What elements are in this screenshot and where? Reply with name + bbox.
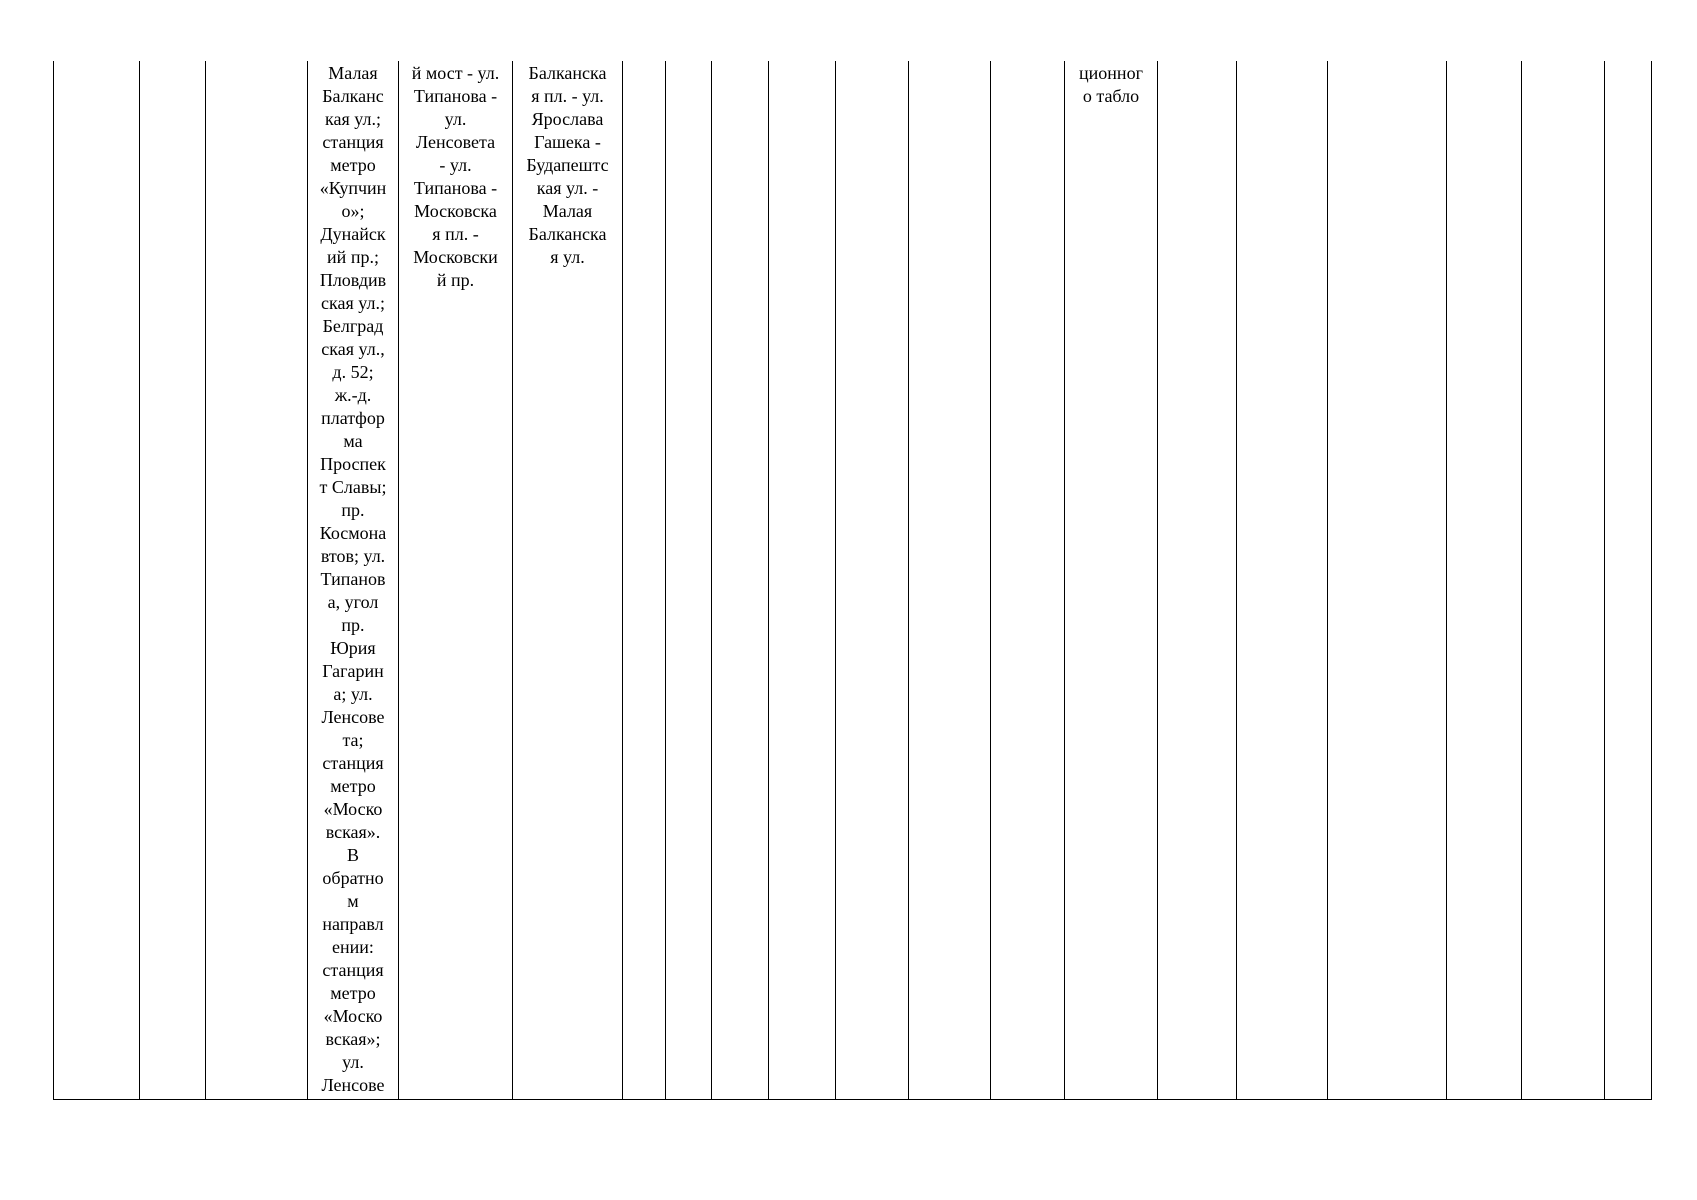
cell-text-line: Юрия [330, 638, 376, 658]
cell-text-line: Малая [542, 201, 593, 221]
table-cell-c10 [769, 61, 836, 1100]
cell-text-line: т Славы; [319, 477, 387, 497]
cell-text-line: платфор [321, 408, 385, 428]
cell-text-line: пр. [341, 615, 365, 635]
cell-text-line: й мост - ул. [411, 63, 500, 83]
cell-text-line: о табло [1082, 86, 1140, 106]
table-row [54, 61, 1652, 1100]
cell-text-line: Московска [414, 201, 497, 221]
cell-text-line: ул. [444, 109, 467, 129]
cell-text-line: вская»; [325, 1029, 381, 1049]
cell-text-line: Ленсове [321, 707, 385, 727]
cell-text-line: Типанова - [413, 86, 498, 106]
cell-text-line: ж.-д. [334, 385, 372, 405]
cell-text-line: м [347, 891, 359, 911]
cell-text-line: - ул. [439, 155, 472, 175]
cell-text-line: а, угол [327, 592, 379, 612]
cell-text-line: о»; [341, 201, 365, 221]
cell-text-line: обратно [322, 868, 384, 888]
table-cell-c9 [712, 61, 769, 1100]
cell-text-line: В [346, 845, 359, 865]
cell-text-line: Малая [328, 63, 378, 83]
cell-text-line: станция [322, 960, 384, 980]
cell-text-line: Пловдив [319, 270, 387, 290]
cell-text-line: д. 52; [332, 362, 374, 382]
table-cell-c12 [909, 61, 991, 1100]
cell-text-line: й пр. [436, 270, 475, 290]
table-cell-c17 [1328, 61, 1447, 1100]
table-cell-c13 [991, 61, 1065, 1100]
table-cell-c3 [206, 61, 308, 1100]
cell-text-line: Московски [413, 247, 498, 267]
cell-text-line: Гашека - [534, 132, 601, 152]
cell-text-line: ий пр.; [327, 247, 379, 267]
cell-text [308, 61, 398, 1097]
table-cell-c2 [140, 61, 206, 1100]
route-table [53, 61, 1652, 1100]
cell-text-line: метро [330, 155, 376, 175]
cell-text [1065, 61, 1157, 108]
cell-text-line: ционног [1079, 63, 1143, 83]
cell-text-line: Ярослава [531, 109, 604, 129]
cell-text-line: та; [342, 730, 364, 750]
cell-text-line: ская ул.; [321, 293, 385, 313]
cell-text-line: Балканска [528, 63, 607, 83]
cell-text-line: метро [330, 983, 376, 1003]
cell-text-line: пр. [341, 500, 365, 520]
table-cell-c5 [399, 61, 513, 1100]
cell-text-line: Балканс [322, 86, 384, 106]
cell-text-line: вская». [325, 822, 381, 842]
cell-text-line: Белград [322, 316, 384, 336]
table-cell-c18 [1447, 61, 1522, 1100]
cell-text-line: Типанов [320, 569, 386, 589]
cell-text-line: кая ул. - [536, 178, 599, 198]
cell-text-line: Балканска [528, 224, 607, 244]
cell-text-line: станция [322, 753, 384, 773]
table-cell-c6 [513, 61, 623, 1100]
cell-text-line: Типанова - [413, 178, 498, 198]
cell-text-line: ении: [332, 937, 374, 957]
table-cell-c8 [666, 61, 712, 1100]
cell-text-line: станция [322, 132, 384, 152]
table-cell-c14 [1065, 61, 1158, 1100]
cell-text-line: «Купчин [319, 178, 387, 198]
cell-text-line: втов; ул. [320, 546, 386, 566]
cell-text-line: Дунайск [320, 224, 386, 244]
table-cell-c4 [308, 61, 399, 1100]
cell-text-line: ма [343, 431, 363, 451]
cell-text [399, 61, 512, 292]
cell-text-line: кая ул.; [325, 109, 381, 129]
cell-text-line: Ленсове [321, 1075, 385, 1095]
table-cell-c7 [623, 61, 666, 1100]
cell-text-line: ская ул., [321, 339, 385, 359]
cell-text-line: «Моско [323, 799, 383, 819]
cell-text-line: я ул. [550, 247, 585, 267]
table-cell-c1 [54, 61, 140, 1100]
cell-text-line: я пл. - ул. [531, 86, 604, 106]
table-cell-c15 [1158, 61, 1237, 1100]
cell-text-line: Проспек [320, 454, 386, 474]
cell-text-line: «Моско [323, 1006, 383, 1026]
cell-text-line: Космона [319, 523, 387, 543]
cell-text-line: я пл. - [432, 224, 479, 244]
cell-text-line: направл [322, 914, 384, 934]
cell-text-line: Будапештс [526, 155, 609, 175]
cell-text-line: Ленсовета [415, 132, 496, 152]
table-cell-c11 [836, 61, 909, 1100]
table-cell-c16 [1237, 61, 1328, 1100]
cell-text-line: ул. [342, 1052, 364, 1072]
cell-text [513, 61, 622, 269]
cell-text-line: Гагарин [322, 661, 384, 681]
table-cell-c19 [1522, 61, 1605, 1100]
table-cell-c20 [1605, 61, 1652, 1100]
cell-text-line: метро [330, 776, 376, 796]
cell-text-line: а; ул. [333, 684, 373, 704]
